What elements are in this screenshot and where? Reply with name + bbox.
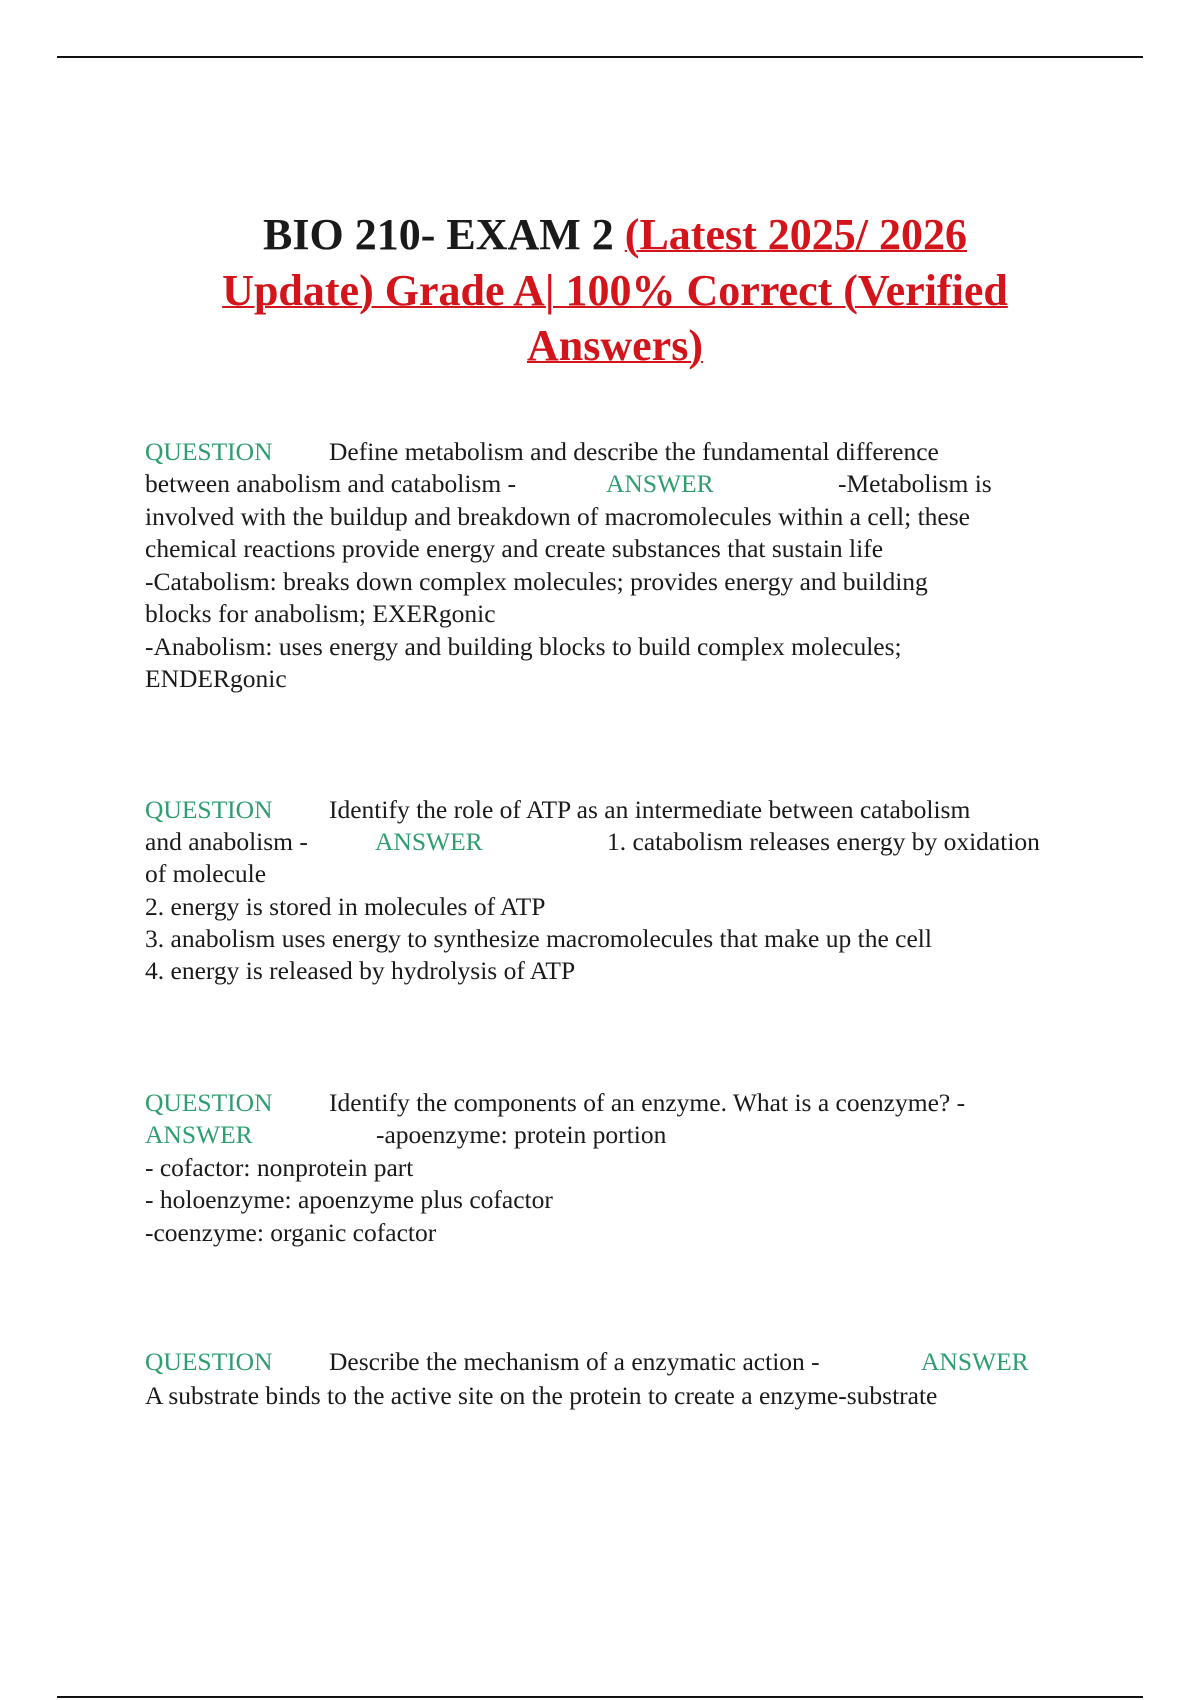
answer-label: ANSWER: [606, 469, 714, 498]
answer-text: - holoenzyme: apoenzyme plus cofactor: [145, 1185, 553, 1214]
title-course: BIO 210- EXAM 2: [263, 210, 625, 259]
answer-text: -apoenzyme: protein portion: [376, 1120, 667, 1149]
answer-text: -Anabolism: uses energy and building blocks to build complex molecules;: [145, 632, 902, 661]
title-update: (Latest 2025/ 2026: [624, 210, 967, 259]
question-label: QUESTION: [145, 1088, 273, 1117]
question-text: between anabolism and catabolism -: [145, 469, 517, 498]
answer-text: A substrate binds to the active site on the protein to create a enzyme-substrate: [145, 1381, 938, 1410]
title-update-2: Update) Grade A| 100% Correct (Verified: [222, 266, 1008, 315]
answer-text: 3. anabolism uses energy to synthesize macromolecules that make up the cell: [145, 924, 932, 953]
answer-text: blocks for anabolism; EXERgonic: [145, 599, 496, 628]
answer-text: 4. energy is released by hydrolysis of ATP: [145, 956, 576, 985]
question-label: QUESTION: [145, 1347, 273, 1376]
answer-text: -coenzyme: organic cofactor: [145, 1218, 437, 1247]
answer-label: ANSWER: [145, 1120, 253, 1149]
answer-text: of molecule: [145, 859, 267, 888]
doc-title-line-1: [0, 207, 1200, 263]
answer-text: 1. catabolism releases energy by oxidation: [607, 827, 1040, 856]
answer-text: 2. energy is stored in molecules of ATP: [145, 892, 546, 921]
doc-title-line-2: [0, 263, 1200, 319]
question-label: QUESTION: [145, 437, 273, 466]
title-update-3: Answers): [527, 321, 703, 370]
question-label: QUESTION: [145, 795, 273, 824]
answer-text: involved with the buildup and breakdown of macromolecules within a cell; these: [145, 502, 970, 531]
top-rule: [57, 56, 1143, 58]
question-text: Identify the components of an enzyme. What is a coenzyme? -: [329, 1088, 966, 1117]
answer-text: -Catabolism: breaks down complex molecules; provides energy and building: [145, 567, 928, 596]
answer-text: - cofactor: nonprotein part: [145, 1153, 414, 1182]
answer-text: ENDERgonic: [145, 664, 287, 693]
question-text: Identify the role of ATP as an intermediate between catabolism: [329, 795, 971, 824]
answer-text: -Metabolism is: [838, 469, 992, 498]
question-text: Describe the mechanism of a enzymatic action -: [329, 1347, 820, 1376]
answer-text: chemical reactions provide energy and create substances that sustain life: [145, 534, 884, 563]
doc-title-line-3: [0, 318, 1200, 374]
answer-label: ANSWER: [921, 1347, 1029, 1376]
bottom-rule: [57, 1696, 1143, 1698]
answer-label: ANSWER: [375, 827, 483, 856]
question-text: Define metabolism and describe the fundamental difference: [329, 437, 939, 466]
question-text: and anabolism -: [145, 827, 308, 856]
